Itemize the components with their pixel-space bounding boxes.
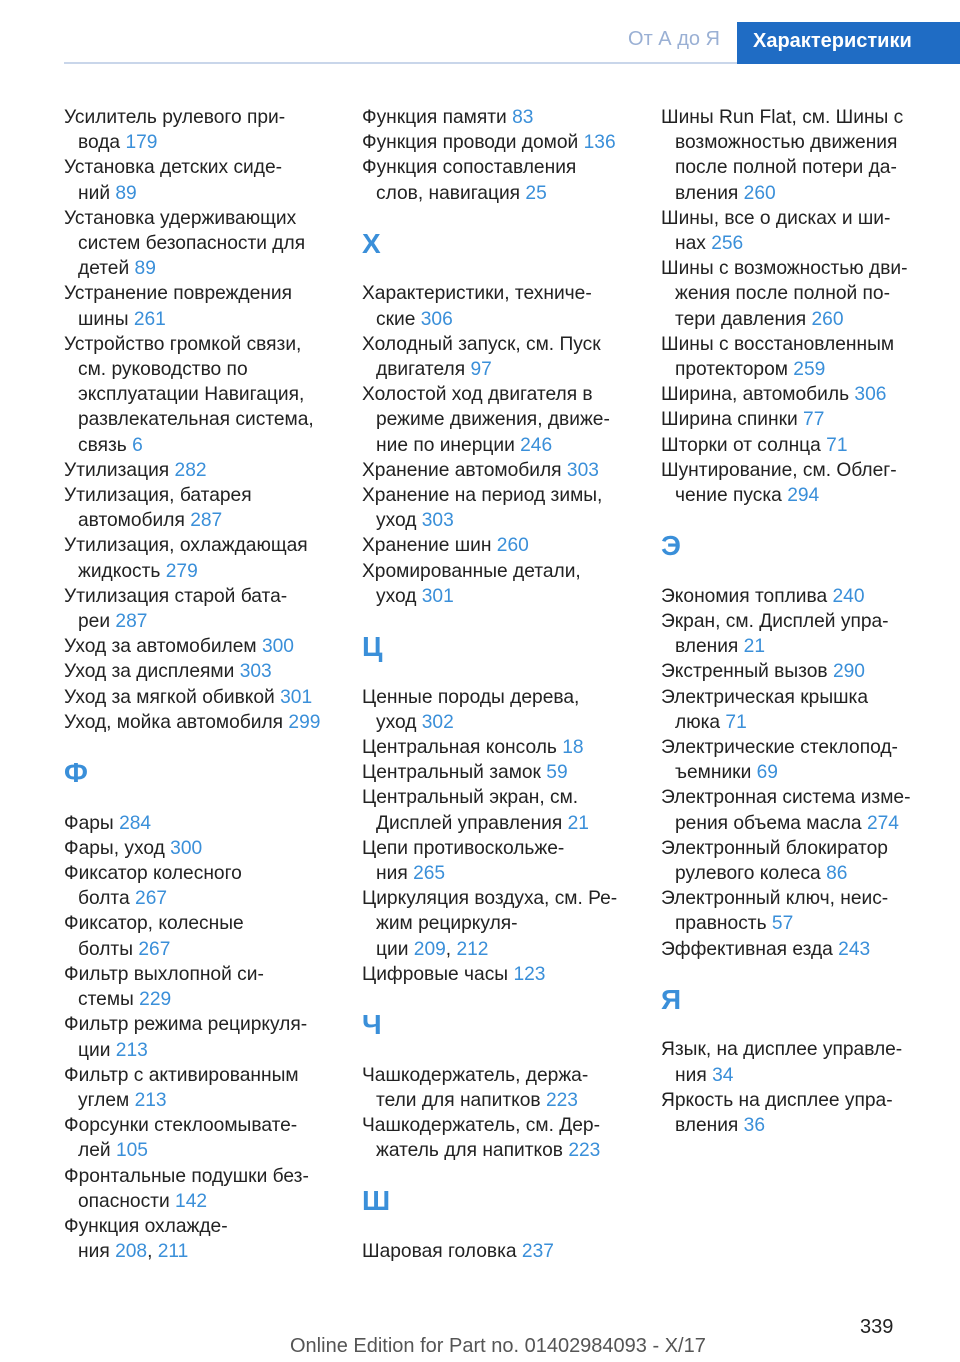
index-entry — [64, 1113, 332, 1163]
section-tab-characteristics[interactable]: Характеристики — [737, 22, 960, 64]
index-entry-text: рулевого колеса — [675, 863, 821, 885]
page-reference-link[interactable]: 294 — [787, 485, 820, 507]
page-reference-link[interactable]: 213 — [115, 1039, 148, 1061]
index-entry-text: Фары, уход — [64, 837, 165, 859]
index-entry-text: систем безопасности для — [78, 233, 306, 255]
index-letter-heading: Ш — [362, 1185, 391, 1217]
index-entry-text: вления — [675, 182, 739, 204]
index-entry-text: Фронтальные подушки без- — [64, 1165, 309, 1187]
index-column-3 — [661, 105, 931, 1138]
index-entry — [64, 634, 332, 659]
index-entry-text: после полной потери да- — [675, 157, 897, 179]
page-reference-link[interactable]: 21 — [567, 812, 589, 834]
index-entry-text: Функция проводи домой — [362, 132, 579, 154]
index-entry-text: режиме движения, движе- — [376, 409, 610, 431]
index-entry — [661, 685, 931, 735]
index-entry — [64, 659, 332, 684]
page-reference-link[interactable]: 57 — [771, 913, 794, 935]
index-entry-text: Форсунки стеклоомывате- — [64, 1115, 298, 1137]
index-entry-text: опасности — [78, 1190, 170, 1212]
index-entry-text: Электрическая крышка — [661, 686, 869, 708]
index-entry — [661, 659, 931, 684]
index-entry-text: Фиксатор, колесные — [64, 913, 244, 935]
edition-note: Online Edition for Part no. 01402984093 - X/17 — [290, 1335, 706, 1357]
index-entry — [64, 105, 332, 155]
index-entry-text: Холостой ход двигателя в — [362, 384, 593, 406]
index-entry — [661, 836, 931, 886]
index-entry-text: ний — [78, 182, 111, 204]
index-entry — [362, 836, 630, 886]
page-reference-link[interactable]: 21 — [743, 636, 766, 658]
page-reference-link[interactable]: 260 — [496, 535, 529, 557]
page-reference-link[interactable]: 243 — [838, 938, 871, 960]
page-reference-link[interactable]: 83 — [512, 107, 534, 128]
page-reference-link[interactable]: 302 — [421, 711, 454, 733]
page-reference-link[interactable]: 179 — [125, 132, 158, 154]
page-reference-link[interactable]: 300 — [170, 837, 203, 859]
index-entry-text: возможностью движения — [675, 132, 898, 154]
index-entry — [362, 458, 630, 483]
page-reference-link[interactable]: 260 — [811, 308, 844, 330]
index-entry-text: Шунтирование, см. Облег- — [661, 459, 897, 481]
index-entry-text: Центральный замок — [362, 762, 541, 784]
index-entry-text: Усилитель рулевого при- — [64, 107, 286, 128]
page-reference-link[interactable]: 136 — [583, 132, 616, 154]
index-entry — [362, 735, 630, 760]
page-reference-link[interactable]: 223 — [545, 1089, 578, 1111]
page-reference-link[interactable]: 246 — [520, 434, 553, 456]
page-reference-link[interactable]: 209 — [413, 938, 446, 960]
index-entry — [64, 836, 332, 861]
page-reference-link[interactable]: 279 — [165, 560, 198, 582]
page-reference-link[interactable]: 237 — [521, 1241, 554, 1263]
index-entry-text: жения после полной по- — [675, 283, 890, 305]
page-reference-link[interactable]: 36 — [743, 1115, 766, 1137]
index-entry-text: Уход за автомобилем — [64, 636, 257, 658]
page-reference-link[interactable]: 306 — [854, 384, 887, 406]
index-entry — [362, 962, 630, 987]
index-entry — [661, 256, 931, 332]
index-entry — [362, 483, 630, 533]
index-entry — [64, 1164, 332, 1214]
page-reference-link[interactable]: 300 — [261, 636, 294, 658]
index-entry-text: Фильтр выхлопной си- — [64, 963, 264, 985]
page-reference-link[interactable]: 301 — [280, 686, 313, 708]
index-entry-text: уход — [376, 711, 417, 733]
index-entry — [362, 1239, 630, 1264]
index-entry-text: Устройство громкой связи, — [64, 333, 302, 355]
index-entry-text: протектором — [675, 359, 788, 381]
index-column-1 — [64, 105, 332, 1264]
index-entry — [661, 382, 931, 407]
page-reference-link[interactable]: 71 — [725, 711, 747, 733]
index-entry-text: Экстренный вызов — [661, 661, 828, 683]
index-entry — [362, 1063, 630, 1113]
page-reference-link[interactable]: 89 — [115, 182, 137, 204]
page-reference-link[interactable]: 265 — [413, 863, 446, 885]
index-entry-text: правность — [675, 913, 767, 935]
index-entry-text: эксплуатации Навигация, — [78, 384, 305, 406]
index-letter-heading: Я — [661, 983, 682, 1015]
index-entry-text: Уход, мойка автомобиля — [64, 711, 284, 733]
index-letter-heading: Э — [661, 530, 681, 562]
index-entry-text: ские — [376, 308, 416, 330]
index-entry-text: тели для напитков — [376, 1089, 541, 1111]
index-entry — [64, 281, 332, 331]
index-entry — [64, 458, 332, 483]
index-entry-text: связь — [78, 434, 127, 456]
index-entry-text: вода — [78, 132, 121, 154]
index-entry-text: Электронная система изме- — [661, 787, 911, 809]
page-reference-link[interactable]: 89 — [134, 258, 156, 280]
index-entry-text: нах — [675, 233, 706, 255]
index-entry — [661, 206, 931, 256]
index-entry — [64, 685, 332, 710]
index-entry-text: слов, навигация — [376, 182, 521, 204]
index-entry-text: Циркуляция воздуха, см. Ре- — [362, 888, 618, 910]
index-entry-text: ции — [78, 1039, 111, 1061]
page-reference-link[interactable]: 211 — [157, 1241, 189, 1263]
index-entry-text: стемы — [78, 989, 134, 1011]
index-entry-text: Фильтр режима рециркуля- — [64, 1014, 308, 1036]
index-entry-text: Установка удерживающих — [64, 207, 297, 229]
page-reference-link[interactable]: 25 — [525, 182, 547, 204]
page-reference-link[interactable]: 86 — [826, 863, 848, 885]
index-entry-text: ции — [376, 938, 409, 960]
index-letter-heading: Ф — [64, 757, 88, 789]
index-entry-text: Утилизация — [64, 459, 170, 481]
index-entry-text: см. руководство по — [78, 359, 248, 381]
index-entry-text: Дисплей управления — [376, 812, 563, 834]
index-entry — [661, 1088, 931, 1138]
index-entry-text: Шины с восстановленным — [661, 333, 895, 355]
index-letter-heading: Ч — [362, 1009, 382, 1041]
page-reference-link[interactable]: 287 — [115, 611, 148, 633]
index-entry — [64, 332, 332, 458]
page-reference-link[interactable]: 59 — [546, 762, 568, 784]
page-reference-link[interactable]: 142 — [175, 1190, 208, 1212]
index-entry — [64, 1063, 332, 1113]
index-letter-heading: Х — [362, 227, 381, 259]
index-entry — [661, 886, 931, 936]
index-letter-heading: Ц — [362, 631, 383, 663]
index-entry-text: двигателя — [376, 359, 466, 381]
index-entry-text: Хранение шин — [362, 535, 492, 557]
page-reference-link[interactable]: 229 — [139, 989, 172, 1011]
index-entry-text: Фары — [64, 812, 114, 834]
index-entry-text: Шаровая головка — [362, 1241, 517, 1263]
index-entry-text: Экономия топлива — [661, 585, 828, 607]
index-entry-text: жим рециркуля- — [376, 913, 518, 935]
page-reference-link[interactable]: 267 — [138, 938, 171, 960]
page-reference-link[interactable]: 259 — [793, 359, 826, 381]
index-entry-text: Чашкодержатель, держа- — [362, 1064, 589, 1086]
index-entry — [64, 206, 332, 282]
index-entry-text: Яркость на дисплее упра- — [661, 1089, 893, 1111]
index-entry-text: Шины, все о дисках и ши- — [661, 207, 891, 229]
index-entry-text: Шины с возможностью дви- — [661, 258, 908, 280]
index-entry-text: Чашкодержатель, см. Дер- — [362, 1115, 600, 1137]
index-entry — [362, 382, 630, 458]
page-reference-link[interactable]: 290 — [832, 661, 865, 683]
index-entry — [64, 483, 332, 533]
page-reference-link[interactable]: 284 — [119, 812, 152, 834]
index-entry-text: Шины Run Flat, см. Шины с — [661, 107, 904, 128]
index-column-2 — [362, 105, 630, 1264]
index-entry-text: вления — [675, 636, 739, 658]
page-reference-link[interactable]: 105 — [115, 1140, 148, 1162]
page-reference-link[interactable]: 306 — [420, 308, 453, 330]
page-reference-link[interactable]: 18 — [562, 737, 584, 759]
index-entry-text: Уход за мягкой обивкой — [64, 686, 275, 708]
index-entry-text: Холодный запуск, см. Пуск — [362, 333, 601, 355]
index-entry-text: Ценные породы дерева, — [362, 686, 580, 708]
index-entry-text: Фиксатор колесного — [64, 863, 242, 885]
page-reference-link[interactable]: 267 — [135, 888, 168, 910]
index-entry-text: рения объема масла — [675, 812, 862, 834]
index-entry — [362, 559, 630, 609]
index-entry-text: ния — [376, 863, 408, 885]
index-entry-text: Эффективная езда — [661, 938, 833, 960]
index-entry-text: ния — [675, 1064, 707, 1086]
index-entry: Циркуляция воздуха, см. Ре- жим рециркуля- ции 209, 212 — [362, 888, 618, 960]
page-reference-link[interactable]: 6 — [132, 434, 143, 456]
index-entry — [362, 1113, 630, 1163]
index-entry-text: жидкость — [78, 560, 161, 582]
index-entry — [362, 105, 630, 130]
index-entry-text: чение пуска — [675, 485, 782, 507]
index-entry — [362, 685, 630, 735]
index-entry-text: уход — [376, 585, 417, 607]
index-entry-text: Уход за дисплеями — [64, 661, 235, 683]
index-entry-text: ние по инерции — [376, 434, 515, 456]
index-entry — [64, 962, 332, 1012]
index-entry-text: Ширина спинки — [661, 409, 798, 431]
index-entry: Функция охлажде- ния 208, 211 — [64, 1215, 228, 1263]
index-entry-text: Установка детских сиде- — [64, 157, 283, 179]
index-entry — [64, 584, 332, 634]
section-tab-a-to-ya[interactable]: От А до Я — [628, 28, 720, 50]
index-entry-text: Центральная консоль — [362, 737, 557, 759]
index-entry-text: вления — [675, 1115, 739, 1137]
page-reference-link[interactable]: 208 — [115, 1241, 148, 1263]
index-entry-text: Утилизация, охлаждающая — [64, 535, 308, 557]
index-entry — [661, 433, 931, 458]
index-entry-text: Хромированные детали, — [362, 560, 581, 582]
page-reference-link[interactable]: 212 — [456, 938, 489, 960]
index-entry-text: реи — [78, 611, 111, 633]
page-reference-link[interactable]: 69 — [756, 762, 778, 784]
index-entry-text: Цифровые часы — [362, 963, 509, 985]
page-reference-link[interactable]: 303 — [239, 661, 272, 683]
index-entry — [362, 760, 630, 785]
index-entry-text: тери давления — [675, 308, 807, 330]
page-reference-link[interactable]: 34 — [712, 1064, 734, 1086]
index-entry — [64, 1012, 332, 1062]
index-entry — [661, 937, 931, 962]
page-reference-link[interactable]: 77 — [803, 409, 825, 431]
index-entry — [661, 332, 931, 382]
index-entry-text: Фильтр с активированным — [64, 1064, 299, 1086]
page-reference-link[interactable]: 223 — [568, 1140, 601, 1162]
page-reference-link[interactable]: 260 — [743, 182, 776, 204]
index-entry-text: автомобиля — [78, 510, 185, 532]
index-entry — [64, 533, 332, 583]
index-entry — [661, 609, 931, 659]
index-entry — [362, 155, 630, 205]
index-entry-text: уход — [376, 510, 417, 532]
index-entry-text: Утилизация, батарея — [64, 485, 252, 507]
index-entry-text: болты — [78, 938, 134, 960]
index-entry-text: лей — [78, 1140, 111, 1162]
page-reference-link[interactable]: 256 — [711, 233, 744, 255]
index-entry-text: детей — [78, 258, 130, 280]
index-entry-text: Электронный ключ, неис- — [661, 888, 889, 910]
page-reference-link[interactable]: 274 — [866, 812, 899, 834]
index-entry-text: жатель для напитков — [376, 1140, 563, 1162]
index-entry-text: развлекательная система, — [78, 409, 314, 431]
page-reference-link[interactable]: 97 — [470, 359, 492, 381]
index-entry-text: Утилизация старой бата- — [64, 585, 288, 607]
index-entry-text: Хранение на период зимы, — [362, 485, 603, 507]
index-entry-text: Электрические стеклопод- — [661, 737, 898, 759]
index-entry-text: болта — [78, 888, 130, 910]
index-entry — [64, 911, 332, 961]
page-header — [0, 22, 960, 64]
index-entry-text: Центральный экран, см. — [362, 787, 579, 809]
index-entry-text: Устранение повреждения — [64, 283, 293, 305]
page-reference-link[interactable]: 261 — [133, 308, 166, 330]
index-entry-text: Хранение автомобиля — [362, 459, 562, 481]
index-entry — [661, 1037, 931, 1087]
page-reference-link[interactable]: 213 — [134, 1089, 167, 1111]
index-entry-text: люка — [675, 711, 721, 733]
index-entry — [661, 407, 931, 432]
index-entry-text: Цепи противоскольже- — [362, 837, 565, 859]
index-entry-text: Функция сопоставления — [362, 157, 577, 179]
index-entry — [64, 155, 332, 205]
index-entry — [661, 584, 931, 609]
index-entry-text: шины — [78, 308, 129, 330]
index-entry-text: Шторки от солнца — [661, 434, 821, 456]
page-reference-link[interactable]: 299 — [288, 711, 321, 733]
index-entry-text: Электронный блокиратор — [661, 837, 888, 859]
index-entry — [64, 710, 332, 735]
index-entry — [362, 332, 630, 382]
page-reference-link[interactable]: 282 — [174, 459, 207, 481]
page-reference-link[interactable]: 303 — [421, 510, 454, 532]
page-reference-link[interactable]: 240 — [832, 585, 865, 607]
index-entry — [64, 861, 332, 911]
index-entry — [661, 735, 931, 785]
index-entry — [362, 130, 630, 155]
page-reference-link[interactable]: 301 — [421, 585, 454, 607]
index-entry-text: ния — [78, 1241, 110, 1263]
index-entry-text: ъемники — [675, 762, 752, 784]
index-entry — [362, 533, 630, 558]
index-entry-text: Язык, на дисплее управле- — [661, 1039, 903, 1061]
index-entry-text: углем — [78, 1089, 130, 1111]
index-entry-text: Функция памяти — [362, 107, 507, 128]
index-entry-text: Функция охлажде- — [64, 1215, 228, 1237]
index-entry-text: Характеристики, техниче- — [362, 283, 592, 305]
page-reference-link[interactable]: 71 — [826, 434, 848, 456]
index-entry — [661, 105, 931, 206]
page-reference-link[interactable]: 287 — [190, 510, 223, 532]
page-reference-link[interactable]: 123 — [513, 963, 546, 985]
index-entry — [64, 811, 332, 836]
index-entry — [362, 281, 630, 331]
index-entry — [362, 785, 630, 835]
index-entry — [661, 458, 931, 508]
index-entry — [661, 785, 931, 835]
index-entry-text: Ширина, автомобиль — [661, 384, 850, 406]
page-reference-link[interactable]: 303 — [566, 459, 599, 481]
index-entry-text: Экран, см. Дисплей упра- — [661, 611, 889, 633]
page-number: 339 — [860, 1316, 894, 1338]
